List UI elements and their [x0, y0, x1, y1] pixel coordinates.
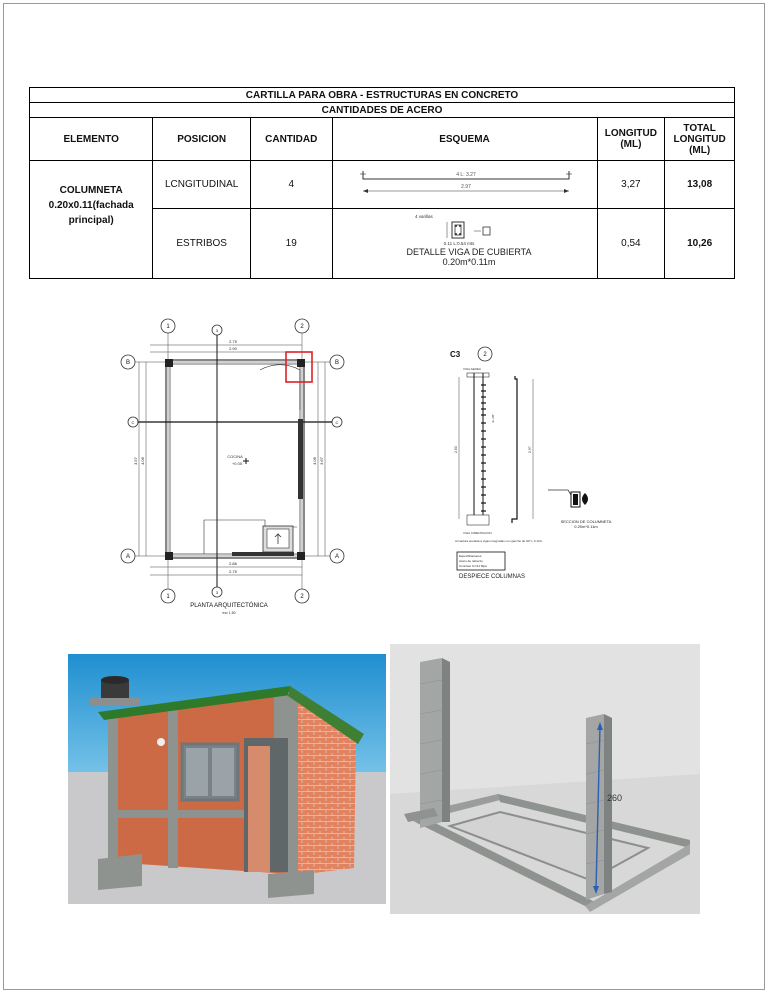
- window-bottom-wall: [232, 552, 294, 556]
- dim-left-outer: 3.57: [133, 457, 138, 465]
- column-a1: [165, 552, 173, 560]
- header-total-line2: LONGITUD: [673, 133, 726, 145]
- dim-right-inner: 4.06: [312, 457, 317, 465]
- header-longitud: [597, 118, 665, 161]
- beam-bottom-label: VIGA CIMENTACION: [463, 531, 492, 535]
- table-title: CARTILLA PARA OBRA - ESTRUCTURAS EN CONCRETO: [30, 88, 735, 103]
- table-row: [30, 161, 735, 209]
- stirrup-bar-count: 4 varillas: [414, 214, 433, 219]
- dim-top-2: 2.90: [229, 346, 237, 351]
- dim-bottom-2: 2.75: [229, 569, 237, 574]
- spec-box-line2: Concreto f'c=21 Mpa: [459, 564, 487, 568]
- posicion-cell: ESTRIBOS: [153, 209, 251, 279]
- header-total: [665, 118, 735, 161]
- axis-label-1-top: 1: [166, 324, 170, 330]
- axis-label-2-top: 2: [300, 324, 304, 330]
- axis-label-b-left: B: [125, 360, 131, 366]
- stirrup-caption-1: DETALLE VIGA DE CUBIERTA: [405, 247, 532, 257]
- longitudinal-bar-sketch: [332, 161, 597, 209]
- axis-label-1-bottom: 1: [166, 594, 170, 600]
- bar-length-label: 4 L: 3.27: [455, 172, 476, 178]
- table-subtitle: CANTIDADES DE ACERO: [30, 103, 735, 118]
- column-detail-caption: DESPIECE COLUMNAS: [459, 574, 526, 580]
- room-level: +0.05: [231, 461, 243, 466]
- bar-length-dim: 2.97: [528, 446, 532, 453]
- door-swing-arc: [260, 365, 300, 370]
- axis-label-b-right: B: [334, 360, 340, 366]
- height-dimension-label: 260: [607, 793, 623, 803]
- column-b2: [297, 359, 305, 367]
- header-longitud-line1: LONGITUD: [604, 128, 657, 139]
- element-cell: [30, 161, 153, 279]
- dim-right-outer: 3.67: [319, 457, 324, 465]
- element-location: principal): [68, 215, 114, 226]
- stirrup-caption-2: 0.20m*0.11m: [442, 257, 495, 267]
- axis-label-3-top: 3: [215, 328, 219, 333]
- posicion-cell: LCNGITUDINAL: [153, 161, 251, 209]
- axis-label-2-bottom: 2: [300, 594, 304, 600]
- axis-label-c-left: C: [131, 420, 135, 425]
- header-cantidad: CANTIDAD: [250, 118, 332, 161]
- window-right-wall: [298, 419, 303, 499]
- dim-top-1: 2.75: [229, 339, 237, 344]
- header-longitud-line2: (ML): [620, 139, 642, 150]
- structure-3d-render: [390, 644, 700, 914]
- total-cell: 13,08: [665, 161, 735, 209]
- anchorage-note: Armadura anclada a vigas integradas con gancho de 90° L.0.10m: [455, 539, 543, 543]
- longitud-cell: 3,27: [597, 161, 665, 209]
- stirrup-sketch: [332, 209, 597, 279]
- section-title: SECCION DE COLUMNETA: [560, 519, 612, 524]
- header-posicion: POSICION: [153, 118, 251, 161]
- stirrup-length-label: 0.11 L:0.54 mts: [443, 241, 474, 246]
- header-total-line3: (ML): [689, 144, 711, 156]
- longitud-cell: 0,54: [597, 209, 665, 279]
- stirrup-drawing: [333, 209, 597, 275]
- house-3d-render: [68, 654, 386, 904]
- dim-bottom-1: 2.86: [229, 561, 237, 566]
- axis-label-a-left: A: [125, 554, 131, 560]
- bar-straight-label: 2.97: [460, 184, 471, 190]
- axis-label-c-right: C: [335, 420, 339, 425]
- column-reinforcement-detail: [445, 343, 645, 583]
- column-a2: [297, 552, 305, 560]
- spec-box-line1: Acero de refuerzo: [459, 559, 483, 563]
- spec-box-title: Especificaciones: [459, 554, 482, 558]
- cantidad-cell: 4: [250, 161, 332, 209]
- axis-label-a-right: A: [334, 554, 340, 560]
- steel-quantities-table: [29, 87, 735, 279]
- section-dims: 0.20m*0.11m: [574, 524, 598, 529]
- total-cell: 10,26: [665, 209, 735, 279]
- header-elemento: ELEMENTO: [30, 118, 153, 161]
- cantidad-cell: 19: [250, 209, 332, 279]
- element-dims: 0.20x0.11(fachada: [48, 200, 134, 211]
- column-label: C3: [450, 350, 461, 359]
- table-crop-edge: [25, 288, 739, 294]
- column-axis-label: 2: [483, 352, 487, 358]
- column-height-dim: 2.60: [454, 446, 458, 453]
- element-name: COLUMNETA: [59, 185, 123, 196]
- architectural-floor-plan: [115, 315, 350, 620]
- header-total-line1: TOTAL: [683, 122, 716, 134]
- column-b1: [165, 359, 173, 367]
- plan-title: PLANTA ARQUITECTÓNICA: [190, 603, 268, 609]
- plan-scale: esc 1:50: [222, 611, 236, 615]
- header-esquema: ESQUEMA: [332, 118, 597, 161]
- room-label: COCINA: [227, 454, 243, 459]
- beam-top-label: VIGA AEREA: [463, 367, 481, 371]
- longitudinal-bar-drawing: [333, 161, 597, 205]
- column-bar-spec: 4L 3/8": [491, 413, 495, 423]
- dim-left-inner: 4.06: [140, 457, 145, 465]
- axis-label-3-bottom: 3: [215, 590, 219, 595]
